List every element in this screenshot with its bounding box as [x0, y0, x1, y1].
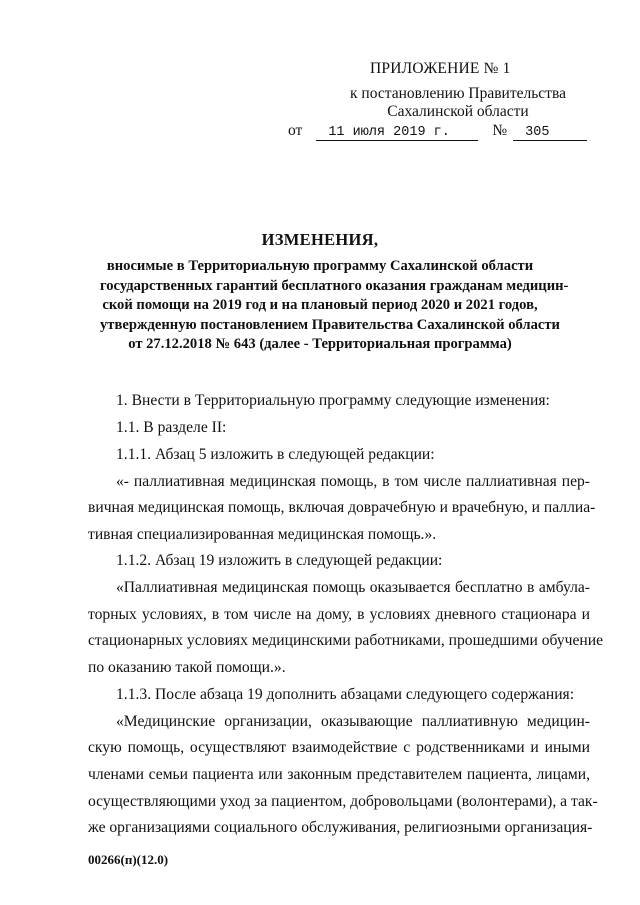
body-line: 1.1.1. Абзац 5 изложить в следующей редакции:: [116, 446, 435, 463]
body-line: 1.1.3. После абзаца 19 дополнить абзацами следующего содержания:: [116, 686, 575, 703]
body-line: торных условиях, в том числе на дому, в условиях дневного стационара и: [88, 606, 590, 623]
number-value: 305: [513, 124, 587, 141]
body-line: «- паллиативная медицинская помощь, в том числе паллиативная пер-: [116, 473, 590, 490]
appendix-title: ПРИЛОЖЕНИЕ № 1: [370, 60, 511, 77]
body-line: осуществляющими уход за пациентом, добровольцами (волонтерами), а так-: [88, 793, 598, 810]
body-line: 1.1.2. Абзац 19 изложить в следующей редакции:: [116, 552, 443, 569]
date-value: 11 июля 2019 г.: [316, 124, 478, 141]
body-line: «Паллиативная медицинская помощь оказывается бесплатно в амбула-: [116, 579, 590, 596]
body-line: по оказанию такой помощи.».: [88, 659, 286, 676]
body-line: же организациями социального обслуживания, религиозными организация-: [88, 819, 593, 836]
document-heading: ИЗМЕНЕНИЯ,: [261, 230, 379, 249]
appendix-line-2: Сахалинской области: [387, 103, 529, 120]
number-label: №: [492, 122, 508, 139]
body-line: стационарных условиях медицинскими работниками, прошедшими обучение: [88, 632, 604, 649]
body-line: членами семьи пациента или законным представителем пациента, лицами,: [88, 766, 590, 783]
appendix-date-row: [288, 122, 587, 141]
appendix-line-1: к постановлению Правительства: [350, 85, 566, 102]
body-line: «Медицинские организации, оказывающие паллиативную медицин-: [116, 713, 590, 730]
body-line: тивная специализированная медицинская помощь.».: [88, 526, 437, 543]
body-line: 1. Внести в Территориальную программу следующие изменения:: [116, 392, 550, 409]
subtitle-line: ской помощи на 2019 год и на плановый период 2020 и 2021 годов,: [102, 297, 538, 313]
date-prefix: от: [288, 122, 303, 139]
subtitle-line: утвержденную постановлением Правительства Сахалинской области: [100, 316, 560, 333]
subtitle-line: государственных гарантий бесплатного оказания гражданам медицин-: [100, 277, 569, 294]
body-line: 1.1. В разделе II:: [116, 419, 227, 436]
body-line: скую помощь, осуществляют взаимодействие с родственниками и иными: [88, 739, 590, 756]
document-subtitle: [100, 257, 569, 355]
subtitle-line: от 27.12.2018 № 643 (далее - Территориальная программа): [128, 336, 512, 352]
footer-code: 00266(п)(12.0): [88, 852, 169, 867]
body-line: вичная медицинская помощь, включая доврачебную и врачебную, и паллиа-: [88, 499, 596, 516]
subtitle-line: вносимые в Территориальную программу Сахалинской области: [106, 258, 534, 274]
